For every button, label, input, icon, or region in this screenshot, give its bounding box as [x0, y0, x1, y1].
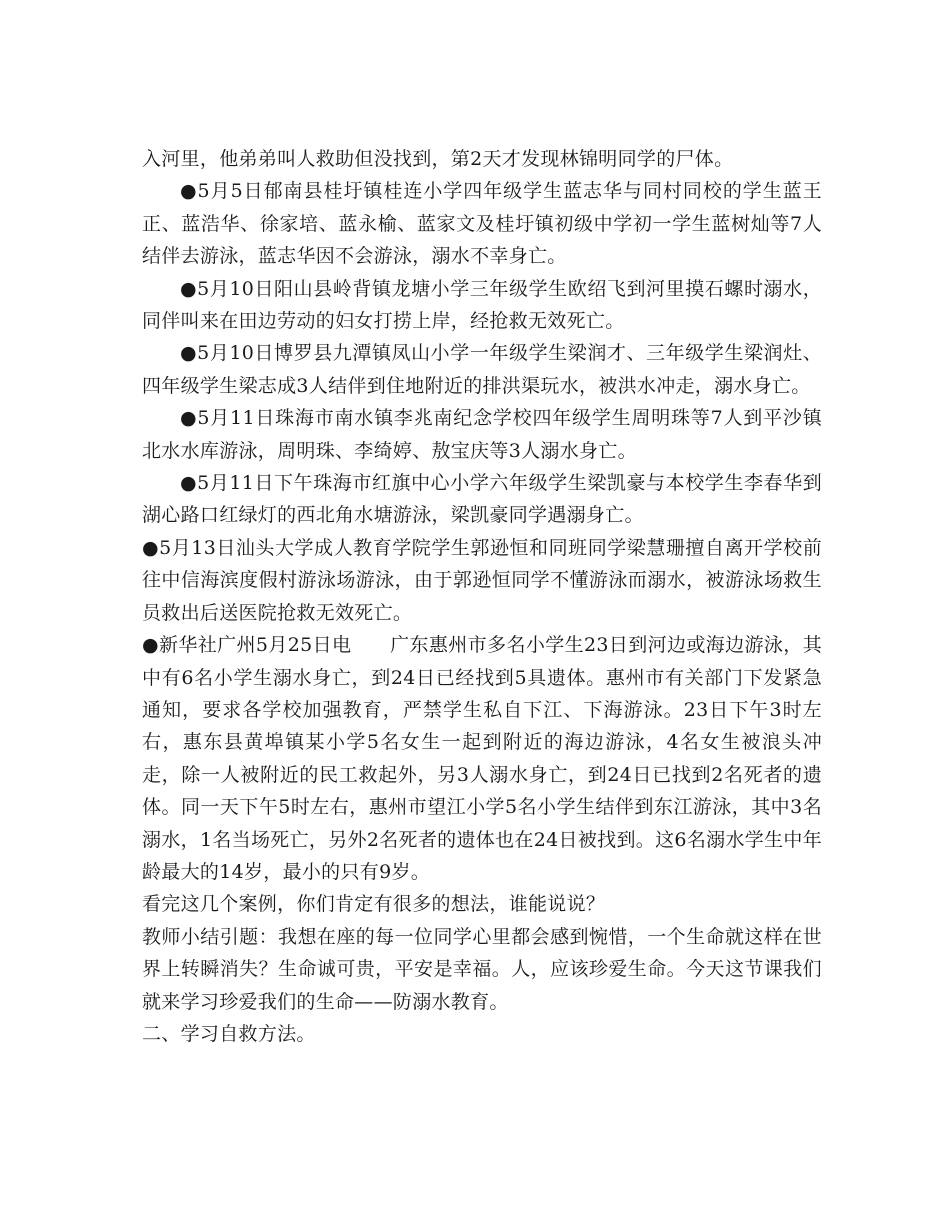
section-heading-self-rescue: 二、学习自救方法。 [142, 1022, 316, 1045]
paragraph-continuation: 入河里，他弟弟叫人救助但没找到，第2天才发现林锦明同学的尸体。 [142, 148, 734, 170]
document-body [142, 143, 822, 1050]
paragraph-case-zhuhai-hongqi: ●5月11日下午珠海市红旗中心小学六年级学生梁凯豪与本校学生李春华到湖心路口红绿灯的西北角水塘游泳，梁凯豪同学遇溺身亡。 [142, 472, 822, 527]
paragraph-case-huizhou: ●新华社广州5月25日电 广东惠州市多名小学生23日到河边或海边游泳，其中有6名小学生溺水身亡，到24日已经找到5具遗体。惠州市有关部门下发紧急通知，要求各学校加强教育，严禁学生私自下江、下海游泳。23日下午3时左右，惠东县黄埠镇某小学5名女生一起到附近的海边游泳，4名女生被浪头冲走，除一人被附近的民工救起外，另3人溺水身亡，到24日已找到2名死者的遗体。同一天下午5时左右，惠州市望江小学5名小学生结伴到东江游泳，其中3名溺水，1名当场死亡，另外2名死者的遗体也在24日被找到。这6名溺水学生中年龄最大的14岁，最小的只有9岁。 [142, 634, 822, 883]
paragraph-case-yangshan: ●5月10日阳山县岭背镇龙塘小学三年级学生欧绍飞到河里摸石螺时溺水，同伴叫来在田边劳动的妇女打捞上岸，经抢救无效死亡。 [142, 277, 822, 333]
paragraph-case-shantou: ●5月13日汕头大学成人教育学院学生郭逊恒和同班同学梁慧珊擅自离开学校前往中信海滨度假村游泳场游泳，由于郭逊恒同学不懂游泳而溺水，被游泳场救生员救出后送医院抢救无效死亡。 [142, 536, 822, 624]
paragraph-case-yunan: ●5月5日郁南县桂圩镇桂连小学四年级学生蓝志华与同村同校的学生蓝王正、蓝浩华、徐家培、蓝永榆、蓝家文及桂圩镇初级中学初一学生蓝树灿等7人结伴去游泳，蓝志华因不会游泳，溺水不幸身亡。 [142, 180, 822, 268]
paragraph-case-boluo: ●5月10日博罗县九潭镇凤山小学一年级学生梁润才、三年级学生梁润灶、四年级学生梁志成3人结伴到住地附近的排洪渠玩水，被洪水冲走，溺水身亡。 [142, 342, 822, 397]
paragraph-discussion-question: 看完这几个案例，你们肯定有很多的想法，谁能说说？ [142, 893, 606, 916]
paragraph-case-zhuhai-nanshui: ●5月11日珠海市南水镇李兆南纪念学校四年级学生周明珠等7人到平沙镇北水水库游泳，周明珠、李绮婷、敖宝庆等3人溺水身亡。 [142, 407, 822, 462]
paragraph-teacher-summary: 教师小结引题：我想在座的每一位同学心里都会感到惋惜，一个生命就这样在世界上转瞬消失？生命诚可贵，平安是幸福。人，应该珍爱生命。今天这节课我们就来学习珍爱我们的生命——防溺水教育。 [142, 925, 822, 1013]
